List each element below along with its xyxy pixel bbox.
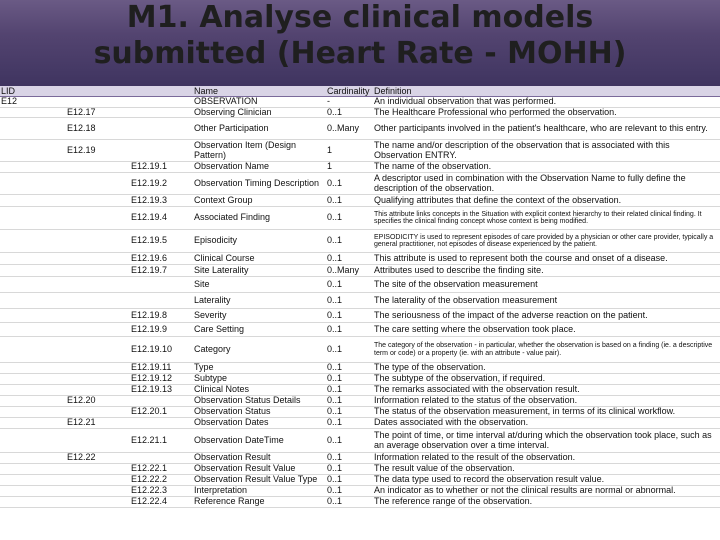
slide-title-line-1: M1. Analyse clinical models <box>126 0 594 35</box>
cardinality-cell: 0..1 <box>326 107 373 118</box>
table-row <box>0 162 720 173</box>
cardinality-cell: 0..1 <box>326 407 373 418</box>
level-3-id-cell <box>130 140 193 162</box>
definition-cell: The result value of the observation. <box>373 464 720 475</box>
definition-cell: A descriptor used in combination with the Observation Name to fully define the description of the observation. <box>373 173 720 195</box>
level-2-id-cell: E12.18 <box>66 118 130 140</box>
definition-cell: The remarks associated with the observation result. <box>373 385 720 396</box>
definition-cell: Information related to the result of the observation. <box>373 453 720 464</box>
table-row <box>0 497 720 508</box>
level-2-id-cell <box>66 293 130 309</box>
cardinality-cell: 0..1 <box>326 418 373 429</box>
cardinality-cell: 1 <box>326 162 373 173</box>
cardinality-cell: 0..1 <box>326 475 373 486</box>
definition-cell: Attributes used to describe the finding site. <box>373 265 720 277</box>
table-row <box>0 293 720 309</box>
lid-cell <box>0 323 66 337</box>
lid-cell <box>0 486 66 497</box>
lid-cell <box>0 207 66 230</box>
definition-cell: The reference range of the observation. <box>373 497 720 508</box>
level-2-id-cell: E12.22 <box>66 453 130 464</box>
definition-cell: Other participants involved in the patient's healthcare, who are relevant to this entry. <box>373 118 720 140</box>
cardinality-cell: 1 <box>326 140 373 162</box>
table-row <box>0 140 720 162</box>
name-cell: Observation Dates <box>193 418 326 429</box>
lid-cell <box>0 464 66 475</box>
level-3-id-cell: E12.19.11 <box>130 363 193 374</box>
definition-cell: An individual observation that was performed. <box>373 97 720 108</box>
definition-cell: The point of time, or time interval at/during which the observation took place, such as an average observation over a time interval. <box>373 429 720 453</box>
name-cell: Site Laterality <box>193 265 326 277</box>
name-cell: Observation Name <box>193 162 326 173</box>
level-2-id-cell <box>66 195 130 207</box>
lid-cell <box>0 407 66 418</box>
table-header-row <box>0 86 720 97</box>
level-2-id-cell <box>66 363 130 374</box>
definition-cell: The Healthcare Professional who performed the observation. <box>373 107 720 118</box>
slide-title <box>0 0 720 72</box>
table-row <box>0 385 720 396</box>
definition-cell: The care setting where the observation took place. <box>373 323 720 337</box>
lid-cell <box>0 277 66 293</box>
lid-cell <box>0 265 66 277</box>
definition-cell: This attribute is used to represent both the course and onset of a disease. <box>373 253 720 265</box>
header-level-3 <box>130 86 193 97</box>
cardinality-cell: 0..1 <box>326 253 373 265</box>
lid-cell <box>0 374 66 385</box>
table-row <box>0 374 720 385</box>
level-3-id-cell: E12.19.3 <box>130 195 193 207</box>
cardinality-cell: 0..1 <box>326 363 373 374</box>
cardinality-cell: 0..1 <box>326 374 373 385</box>
name-cell: Observation Item (Design Pattern) <box>193 140 326 162</box>
header-level-2 <box>66 86 130 97</box>
definition-cell: The site of the observation measurement <box>373 277 720 293</box>
level-3-id-cell: E12.22.3 <box>130 486 193 497</box>
lid-cell <box>0 418 66 429</box>
level-2-id-cell <box>66 162 130 173</box>
level-3-id-cell: E12.19.9 <box>130 323 193 337</box>
table-row <box>0 207 720 230</box>
name-cell: Type <box>193 363 326 374</box>
table-row <box>0 97 720 108</box>
level-2-id-cell <box>66 309 130 323</box>
lid-cell <box>0 475 66 486</box>
lid-cell <box>0 385 66 396</box>
level-2-id-cell <box>66 253 130 265</box>
level-2-id-cell: E12.20 <box>66 396 130 407</box>
lid-cell <box>0 140 66 162</box>
lid-cell <box>0 118 66 140</box>
level-3-id-cell: E12.20.1 <box>130 407 193 418</box>
lid-cell <box>0 453 66 464</box>
name-cell: Observation Result Value Type <box>193 475 326 486</box>
table-row <box>0 230 720 253</box>
lid-cell <box>0 162 66 173</box>
level-3-id-cell: E12.19.13 <box>130 385 193 396</box>
level-2-id-cell <box>66 207 130 230</box>
definition-cell: The subtype of the observation, if required. <box>373 374 720 385</box>
level-3-id-cell <box>130 118 193 140</box>
name-cell: Episodicity <box>193 230 326 253</box>
cardinality-cell: 0..1 <box>326 277 373 293</box>
table-body <box>0 97 720 508</box>
level-2-id-cell <box>66 497 130 508</box>
cardinality-cell: 0..Many <box>326 265 373 277</box>
level-3-id-cell: E12.22.1 <box>130 464 193 475</box>
table-row <box>0 323 720 337</box>
name-cell: Severity <box>193 309 326 323</box>
cardinality-cell: 0..1 <box>326 195 373 207</box>
cardinality-cell: - <box>326 97 373 108</box>
cardinality-cell: 0..1 <box>326 323 373 337</box>
table-row <box>0 418 720 429</box>
name-cell: Observing Clinician <box>193 107 326 118</box>
header-name: Name <box>193 86 326 97</box>
table-row <box>0 407 720 418</box>
cardinality-cell: 0..1 <box>326 173 373 195</box>
name-cell: Observation Status <box>193 407 326 418</box>
lid-cell <box>0 230 66 253</box>
name-cell: Clinical Notes <box>193 385 326 396</box>
table-row <box>0 195 720 207</box>
data-elements-table <box>0 86 720 508</box>
level-2-id-cell <box>66 429 130 453</box>
lid-cell <box>0 107 66 118</box>
name-cell: Other Participation <box>193 118 326 140</box>
level-2-id-cell <box>66 475 130 486</box>
cardinality-cell: 0..1 <box>326 385 373 396</box>
definition-cell: The name and/or description of the observation that is associated with this Observation ENTRY. <box>373 140 720 162</box>
lid-cell <box>0 396 66 407</box>
header-lid: LID <box>0 86 66 97</box>
level-2-id-cell <box>66 385 130 396</box>
lid-cell <box>0 253 66 265</box>
name-cell: Category <box>193 337 326 363</box>
level-3-id-cell <box>130 277 193 293</box>
cardinality-cell: 0..1 <box>326 464 373 475</box>
level-3-id-cell: E12.19.1 <box>130 162 193 173</box>
definition-cell: The data type used to record the observation result value. <box>373 475 720 486</box>
level-2-id-cell: E12.21 <box>66 418 130 429</box>
level-3-id-cell: E12.19.8 <box>130 309 193 323</box>
table-row <box>0 309 720 323</box>
name-cell: Observation Result Value <box>193 464 326 475</box>
cardinality-cell: 0..1 <box>326 293 373 309</box>
lid-cell: E12 <box>0 97 66 108</box>
cardinality-cell: 0..1 <box>326 207 373 230</box>
level-3-id-cell: E12.19.4 <box>130 207 193 230</box>
name-cell: Context Group <box>193 195 326 207</box>
level-2-id-cell <box>66 97 130 108</box>
table-row <box>0 464 720 475</box>
name-cell: Subtype <box>193 374 326 385</box>
level-3-id-cell <box>130 97 193 108</box>
cardinality-cell: 0..1 <box>326 230 373 253</box>
definition-cell: EPISODICITY is used to represent episodes of care provided by a physician or other care provider, typically a general practitioner, not episodes of disease experienced by the patient. <box>373 230 720 253</box>
table-row <box>0 173 720 195</box>
level-2-id-cell <box>66 323 130 337</box>
cardinality-cell: 0..Many <box>326 118 373 140</box>
table-row <box>0 363 720 374</box>
level-3-id-cell <box>130 293 193 309</box>
header-definition: Definition <box>373 86 720 97</box>
cardinality-cell: 0..1 <box>326 337 373 363</box>
level-3-id-cell: E12.19.6 <box>130 253 193 265</box>
cardinality-cell: 0..1 <box>326 309 373 323</box>
level-3-id-cell <box>130 453 193 464</box>
level-3-id-cell: E12.19.5 <box>130 230 193 253</box>
cardinality-cell: 0..1 <box>326 497 373 508</box>
definition-cell: Qualifying attributes that define the context of the observation. <box>373 195 720 207</box>
level-2-id-cell: E12.19 <box>66 140 130 162</box>
lid-cell <box>0 363 66 374</box>
level-2-id-cell <box>66 277 130 293</box>
table-row <box>0 277 720 293</box>
definition-cell: The status of the observation measurement, in terms of its clinical workflow. <box>373 407 720 418</box>
definition-cell: The category of the observation - in particular, whether the observation is based on a finding (ie. a descriptive term or code) or a property (ie. with an attribute - value pair). <box>373 337 720 363</box>
name-cell: Associated Finding <box>193 207 326 230</box>
lid-cell <box>0 337 66 363</box>
table-row <box>0 118 720 140</box>
level-3-id-cell: E12.22.2 <box>130 475 193 486</box>
level-2-id-cell: E12.17 <box>66 107 130 118</box>
definition-cell: This attribute links concepts in the Situation with explicit context hierarchy to their related clinical finding. It specifies the clinical finding concept whose context is being modified. <box>373 207 720 230</box>
level-3-id-cell <box>130 107 193 118</box>
table-row <box>0 486 720 497</box>
name-cell: OBSERVATION <box>193 97 326 108</box>
level-3-id-cell: E12.19.2 <box>130 173 193 195</box>
definition-cell: Dates associated with the observation. <box>373 418 720 429</box>
table-row <box>0 265 720 277</box>
definition-cell: Information related to the status of the observation. <box>373 396 720 407</box>
name-cell: Laterality <box>193 293 326 309</box>
name-cell: Reference Range <box>193 497 326 508</box>
level-3-id-cell <box>130 396 193 407</box>
lid-cell <box>0 293 66 309</box>
cardinality-cell: 0..1 <box>326 429 373 453</box>
level-2-id-cell <box>66 230 130 253</box>
table-row <box>0 107 720 118</box>
name-cell: Site <box>193 277 326 293</box>
definition-cell: An indicator as to whether or not the clinical results are normal or abnormal. <box>373 486 720 497</box>
slide-title-line-2: submitted (Heart Rate - MOHH) <box>93 36 627 71</box>
definition-cell: The seriousness of the impact of the adverse reaction on the patient. <box>373 309 720 323</box>
level-3-id-cell: E12.19.12 <box>130 374 193 385</box>
level-3-id-cell: E12.19.7 <box>130 265 193 277</box>
table-row <box>0 253 720 265</box>
cardinality-cell: 0..1 <box>326 453 373 464</box>
table-row <box>0 429 720 453</box>
header-cardinality: Cardinality <box>326 86 373 97</box>
level-2-id-cell <box>66 374 130 385</box>
lid-cell <box>0 195 66 207</box>
level-2-id-cell <box>66 337 130 363</box>
lid-cell <box>0 309 66 323</box>
name-cell: Observation DateTime <box>193 429 326 453</box>
level-3-id-cell: E12.22.4 <box>130 497 193 508</box>
name-cell: Care Setting <box>193 323 326 337</box>
level-2-id-cell <box>66 407 130 418</box>
definition-cell: The type of the observation. <box>373 363 720 374</box>
name-cell: Interpretation <box>193 486 326 497</box>
level-2-id-cell <box>66 265 130 277</box>
level-3-id-cell: E12.21.1 <box>130 429 193 453</box>
level-2-id-cell <box>66 173 130 195</box>
lid-cell <box>0 173 66 195</box>
cardinality-cell: 0..1 <box>326 486 373 497</box>
table-row <box>0 337 720 363</box>
table-row <box>0 475 720 486</box>
table-row <box>0 396 720 407</box>
cardinality-cell: 0..1 <box>326 396 373 407</box>
lid-cell <box>0 497 66 508</box>
table-row <box>0 453 720 464</box>
level-3-id-cell: E12.19.10 <box>130 337 193 363</box>
level-2-id-cell <box>66 464 130 475</box>
level-3-id-cell <box>130 418 193 429</box>
definition-cell: The laterality of the observation measurement <box>373 293 720 309</box>
name-cell: Observation Result <box>193 453 326 464</box>
name-cell: Observation Timing Description <box>193 173 326 195</box>
definition-cell: The name of the observation. <box>373 162 720 173</box>
name-cell: Observation Status Details <box>193 396 326 407</box>
name-cell: Clinical Course <box>193 253 326 265</box>
lid-cell <box>0 429 66 453</box>
level-2-id-cell <box>66 486 130 497</box>
